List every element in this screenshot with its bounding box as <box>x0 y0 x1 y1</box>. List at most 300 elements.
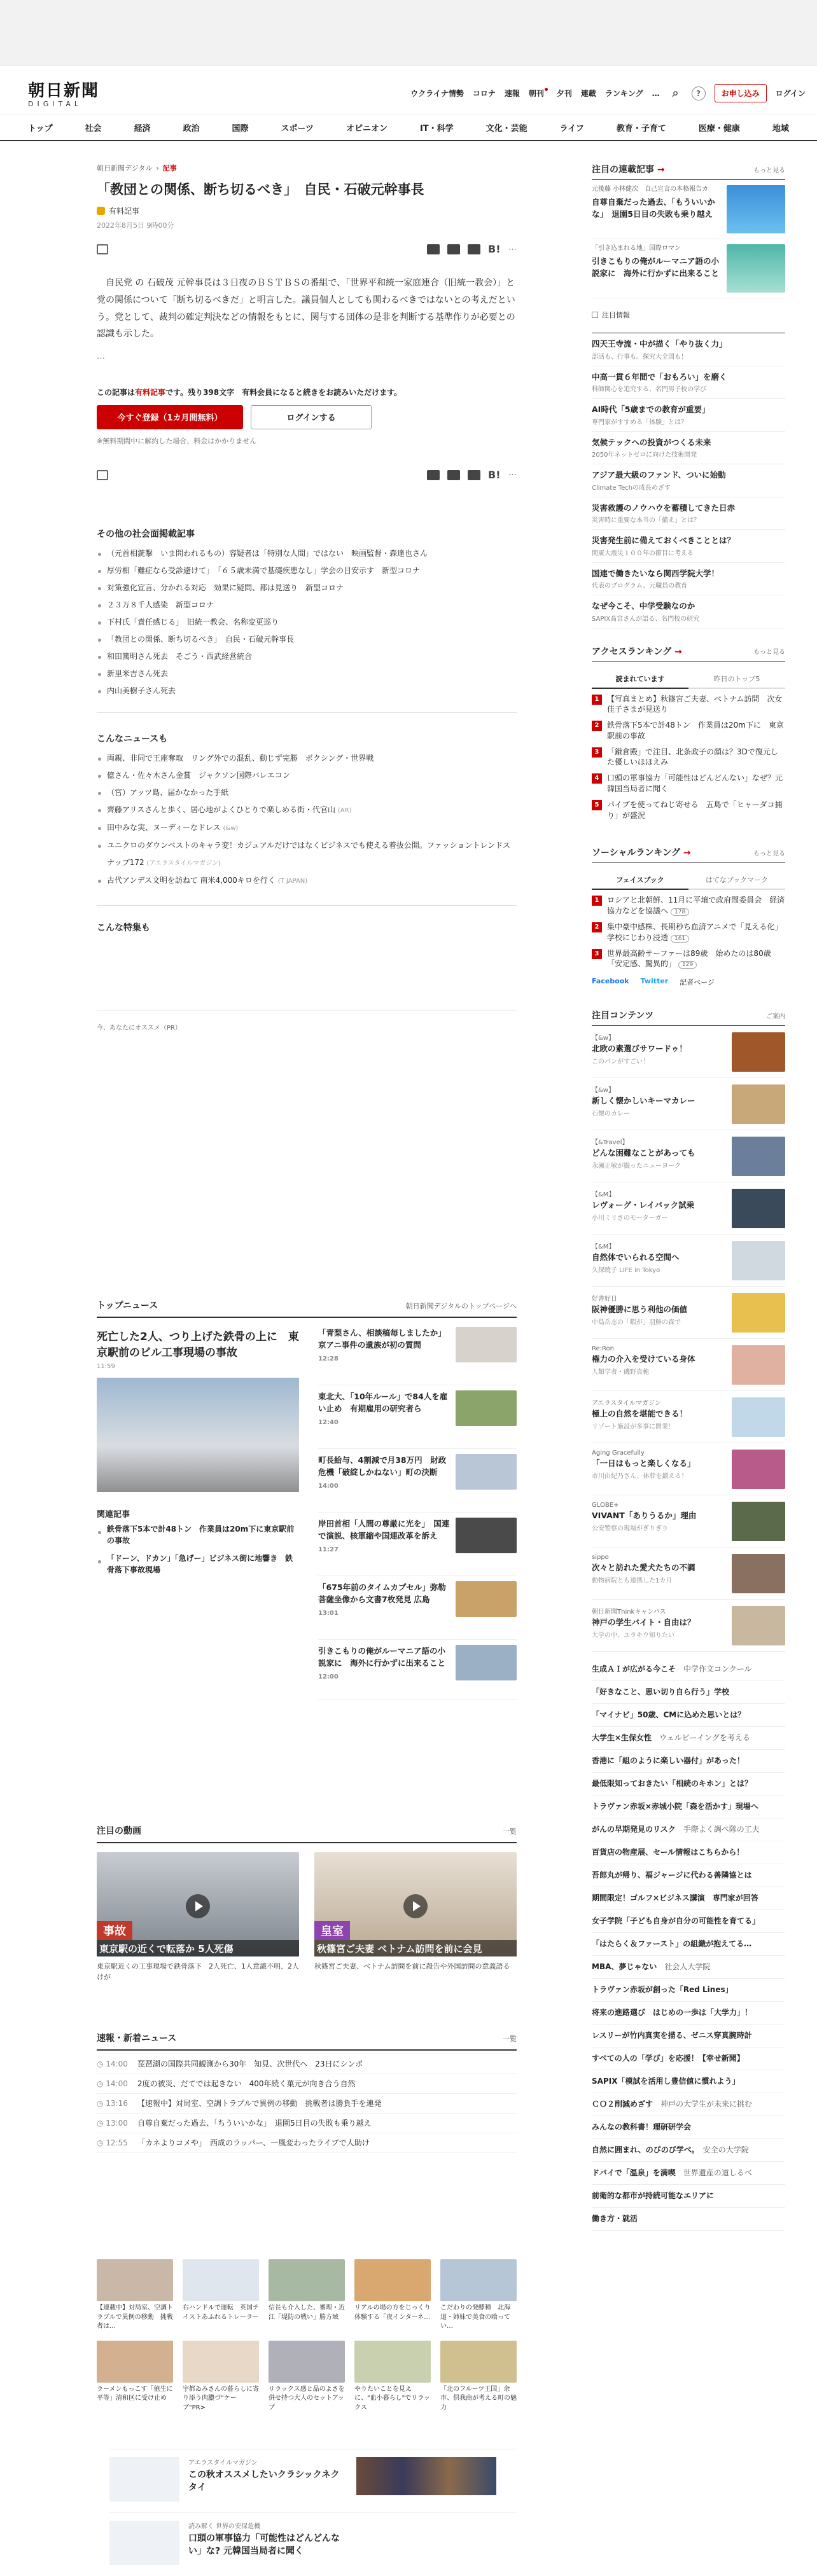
ranking-item[interactable] <box>592 694 785 716</box>
notice-label: 注目情報 <box>592 310 785 320</box>
promo-thumb <box>183 2259 259 2301</box>
serial-title: 注目の連載記事 → <box>592 165 665 175</box>
lead-time: 11:59 <box>97 1363 115 1371</box>
more-share-icon[interactable]: ⋯ <box>508 470 517 480</box>
related-item[interactable] <box>97 784 517 801</box>
crumb-home[interactable]: 朝日新聞デジタル <box>97 164 153 172</box>
promo-card[interactable] <box>354 2259 431 2332</box>
cat-life[interactable]: ライフ <box>559 123 584 134</box>
topic-item[interactable] <box>592 1979 785 2002</box>
top-page-link[interactable]: 朝日新聞デジタルのトップページへ <box>405 1302 517 1310</box>
content-source: 好書好日 <box>592 1296 617 1303</box>
content-text <box>592 1293 718 1332</box>
content-item[interactable] <box>592 1182 785 1235</box>
notice-sub: Climate Techの成長めざす <box>592 484 671 492</box>
topic-item[interactable] <box>592 2208 785 2231</box>
related-text: 億さん・佐々木さん金賞 ジャクソン国際バレエコン <box>107 770 290 780</box>
cat-education[interactable]: 教育・子育て <box>616 123 666 134</box>
promo-grid <box>97 2259 517 2413</box>
related-text: 田中みな実、ヌーディーなドレス <box>107 822 221 832</box>
notice-headline: アジア最大級のファンド、ついに始動 <box>592 470 726 480</box>
content-item[interactable] <box>592 1026 785 1078</box>
nav-breaking[interactable]: 速報 <box>504 89 520 98</box>
rank-text: 「鎌倉殿」で注目、北条政子の顔は？3Dで復元した優しいほほえみ <box>607 747 778 767</box>
breaking-item[interactable] <box>97 2074 517 2094</box>
video-tag: 事故 <box>97 1921 132 1940</box>
topic-item[interactable] <box>592 2070 785 2093</box>
content-item[interactable] <box>592 1235 785 1287</box>
content-more[interactable]: ご案内 <box>766 1013 785 1020</box>
promo-thumb <box>354 2341 431 2383</box>
sns-links <box>592 977 785 987</box>
subscribe-button[interactable]: お申し込み <box>715 84 767 102</box>
content-item[interactable] <box>592 1548 785 1600</box>
topic-title: 期間限定！ゴルフ×ビジネス講演 専門家が回答 <box>592 1894 758 1903</box>
breaking-item[interactable] <box>97 2114 517 2133</box>
breaking-more[interactable]: 一覧 <box>503 2035 517 2043</box>
social-text: 集中豪中感株、長期秒ち血済アニメで「見える化」 学校にじわり浸透 <box>607 922 786 942</box>
promo-text: 右ハンドルで運転 英国テイストあふれるトレーラー <box>183 2304 259 2321</box>
info-icon <box>592 312 598 318</box>
content-headline: どんな困難なことがあっても <box>592 1148 695 1158</box>
topic-item[interactable] <box>592 1841 785 1864</box>
cat-region[interactable]: 地域 <box>772 123 789 134</box>
arrow-icon: → <box>683 848 691 859</box>
topic-item[interactable] <box>592 1796 785 1818</box>
related-article[interactable]: 鉄骨落下5本で計48トン 作業員は20m下に東京駅前の事故 <box>97 1523 299 1546</box>
site-logo[interactable] <box>28 78 108 108</box>
tab-hatena[interactable]: はてなブックマーク <box>688 871 785 890</box>
content-thumb <box>732 1084 785 1124</box>
ranking-item[interactable] <box>592 747 785 768</box>
content-item[interactable] <box>592 1391 785 1443</box>
ranking-item[interactable] <box>592 800 785 821</box>
same-page-article[interactable]: 和田篤明さん死去 そごう・西武経営統合 <box>97 648 517 665</box>
rank-text: 【写真まとめ】秋篠宮ご夫妻、ベトナム訪問 次女佳子さまが見送り <box>607 694 783 714</box>
content-headline: レヴォーグ・レイバック試乗 <box>592 1200 695 1210</box>
serial-item[interactable] <box>592 239 785 298</box>
content-text <box>592 1502 718 1541</box>
share-row-top <box>97 242 517 257</box>
same-page-article[interactable]: （元首相銃撃 いま問われるもの）容疑者は「特別な人間」ではない 映画監督・森達也さん <box>97 545 517 562</box>
video-text: 秋篠宮ご夫妻、ベトナム訪問を前に殺告や外国訪問の意義語る <box>314 1962 510 1970</box>
related-item[interactable] <box>97 872 517 890</box>
sidebar <box>592 141 785 2231</box>
promo-card[interactable] <box>183 2341 259 2413</box>
top-news-title: トップニュース <box>97 1301 158 1311</box>
topic-item[interactable] <box>592 2162 785 2185</box>
content-text <box>592 1606 718 1645</box>
topic-title: 働き方・就活 <box>592 2214 638 2224</box>
promo-card[interactable] <box>183 2259 259 2332</box>
video-more[interactable]: 一覧 <box>503 1827 517 1836</box>
cat-opinion[interactable]: オピニオン <box>346 123 388 134</box>
cat-top[interactable]: トップ <box>28 123 53 134</box>
notice-item[interactable] <box>592 333 785 366</box>
topic-title: 「はたらく＆ファースト」の組織が抱えてる… <box>592 1939 752 1949</box>
content-thumb <box>732 1032 785 1072</box>
related-article[interactable]: 「ドーン、ドカン」「急げー」ビジネス街に地響き 鉄骨落下事故現場 <box>97 1553 299 1575</box>
breaking-item[interactable] <box>97 2133 517 2153</box>
topic-title: MBA、夢じゃない <box>592 1962 657 1972</box>
topic-title: 香港に「組のように楽しい器付」があった！ <box>592 1756 744 1766</box>
topic-item[interactable] <box>592 2025 785 2047</box>
new-dot-icon <box>545 88 548 91</box>
topic-title: 自然に囲まれ、のびのび学べ。 <box>592 2145 695 2155</box>
content-sub: 小川ミリさのモーターガー <box>592 1215 668 1222</box>
ad-list <box>109 2449 517 2576</box>
nav-ukraine[interactable]: ウクライナ情勢 <box>410 89 464 98</box>
top-news-item[interactable] <box>318 1449 517 1513</box>
topic-item[interactable] <box>592 1933 785 1956</box>
related-text: ユニクロのダウンベストのキャラ変！カジュアルだけではなくビジネスでも使える着抜公開。ファッショントレンドスナップ172 <box>107 840 511 867</box>
content-item[interactable] <box>592 1339 785 1391</box>
top-news-item[interactable] <box>318 1322 517 1385</box>
breaking-text: 2度の被災、だてでは起きない 400年続く菓元が向き合う自然 <box>137 2079 356 2088</box>
content-source: 朝日新聞Thinkキャンパス <box>592 1609 666 1616</box>
breaking-text: 「カネよりコメや」 西成のラッパー、一風変わったライブで人助け <box>137 2138 370 2147</box>
tab-most-read[interactable]: 読まれています <box>592 670 688 689</box>
notice-item[interactable] <box>592 530 785 563</box>
rank-number: 4 <box>592 773 602 784</box>
promo-text: こだわりの発酵種 北海道・姉妹で美食の喰ってい… <box>440 2304 510 2330</box>
content-sub: 久保暁子 LIFE in Tokyo <box>592 1267 660 1275</box>
share-icons <box>427 470 517 480</box>
notice-item[interactable] <box>592 595 785 628</box>
related-news <box>97 712 517 890</box>
topic-item[interactable] <box>592 2116 785 2139</box>
twitter-link[interactable]: Twitter <box>640 977 669 986</box>
rank-number: 2 <box>592 922 602 932</box>
top-news-headline: 岸田首相「人間の尊厳に光を」 国連で演説、核軍縮や国連改革を訴え <box>318 1519 450 1541</box>
top-news-item[interactable] <box>318 1576 517 1640</box>
notice-headline: 災害発生前に備えておくべきこととは？ <box>592 536 736 545</box>
login-button[interactable]: ログインする <box>251 405 372 429</box>
top-news-text <box>318 1390 450 1448</box>
hatena-icon[interactable]: B! <box>488 468 501 481</box>
breaking-time: ◷ 13:16 <box>97 2099 128 2108</box>
related-item[interactable] <box>97 767 517 784</box>
more-share-icon[interactable]: ⋯ <box>508 244 517 254</box>
content-item[interactable] <box>592 1130 785 1182</box>
video-card[interactable] <box>97 1852 299 1983</box>
ad-item[interactable] <box>109 2449 517 2512</box>
topic-title: 「好きなこと、思い切り自ら行う」学校 <box>592 1687 730 1697</box>
nav-evening[interactable]: 夕刊 <box>556 89 572 98</box>
social-more[interactable]: もっと見る <box>753 850 785 857</box>
promo-card[interactable] <box>269 2341 345 2413</box>
play-icon[interactable] <box>186 1894 210 1918</box>
content-source: 【&M】 <box>592 1243 615 1251</box>
cat-society[interactable]: 社会 <box>85 123 102 134</box>
notice-sub: 2050年ネットゼロに向けた技術開発 <box>592 452 697 459</box>
print-icon[interactable] <box>97 244 108 254</box>
promo-card[interactable] <box>97 2259 173 2332</box>
ad-text <box>188 2457 347 2505</box>
content-headline: 次々と訪れた愛犬たちの不調 <box>592 1563 695 1573</box>
same-page-article[interactable]: 「教団との関係、断ち切るべき」 自民・石破元幹事長 <box>97 631 517 648</box>
content-headline: 新しく懐かしいキーマカレー <box>592 1096 695 1106</box>
video-card[interactable] <box>314 1852 517 1983</box>
rank-number: 3 <box>592 949 602 959</box>
feature-section <box>97 905 517 934</box>
twitter-icon[interactable] <box>468 470 480 480</box>
facebook-link[interactable]: Facebook <box>592 977 629 986</box>
topic-item[interactable] <box>592 1704 785 1727</box>
cat-it-science[interactable]: IT・科学 <box>419 123 454 134</box>
content-headline: 神戸の学生バイト・自由は？ <box>592 1617 695 1628</box>
breaking-time: ◷ 14:00 <box>97 2060 128 2068</box>
register-button[interactable]: 今すぐ登録（1カ月間無料） <box>97 405 243 429</box>
paid-badge <box>97 205 517 216</box>
top-news-thumb <box>456 1581 517 1617</box>
twitter-icon[interactable] <box>468 244 480 254</box>
play-icon[interactable] <box>403 1894 428 1918</box>
login-link[interactable]: ログイン <box>775 89 806 98</box>
content-item[interactable] <box>592 1600 785 1652</box>
breaking-text: 琵琶湖の国際共同観測から30年 知見、次世代へ 23日にシンポ <box>137 2060 363 2068</box>
social-item[interactable] <box>592 922 785 943</box>
video-caption: 東京駅の近くで転落か 5人死傷 <box>97 1940 299 1956</box>
pr-label: 今、あなたにオススメ（PR） <box>97 1010 517 1032</box>
breaking-item[interactable] <box>97 2094 517 2114</box>
content-thumb <box>732 1502 785 1541</box>
content-source: 【&Travel】 <box>592 1139 629 1147</box>
lead-headline[interactable]: 死亡した2人、つり上げた鉄骨の上に 東京駅前のビル工事現場の事故 <box>97 1331 299 1359</box>
tab-facebook[interactable]: フェイスブック <box>592 871 688 890</box>
content-thumb <box>732 1397 785 1437</box>
nav-morning-label: 朝刊 <box>528 89 544 98</box>
content-sub: 中島岳志の「暇が」羽鮮の森で <box>592 1319 681 1327</box>
breaking-item[interactable] <box>97 2054 517 2074</box>
topic-item[interactable] <box>592 1956 785 1979</box>
content-thumb <box>732 1554 785 1593</box>
related-item[interactable] <box>97 801 517 819</box>
topic-item[interactable] <box>592 1658 785 1681</box>
ranking-item[interactable] <box>592 720 785 742</box>
notice-item[interactable] <box>592 432 785 465</box>
topic-item[interactable] <box>592 2002 785 2025</box>
content-text <box>592 1397 718 1436</box>
nav-serials[interactable]: 連載 <box>580 89 596 98</box>
cat-sports[interactable]: スポーツ <box>281 123 314 134</box>
notice-sub: SAPIX髙宮さんが語る、名門校の研究 <box>592 615 700 623</box>
content-source: アエラスタイルマガジン <box>592 1400 661 1408</box>
share-count: 129 <box>678 961 697 969</box>
related-text: （宮）アッツ島、届かなかった手紙 <box>107 787 229 797</box>
promo-text: 信長も介入した、審理・近江「堤防の戦い」勝方域 <box>269 2304 345 2321</box>
nav-corona[interactable]: コロナ <box>472 89 496 98</box>
reporter-link[interactable]: 記者ページ <box>680 978 715 987</box>
content-source: Aging Gracefully <box>592 1450 645 1457</box>
top-news-item[interactable] <box>318 1385 517 1449</box>
print-icon[interactable] <box>97 470 108 480</box>
notice-item[interactable] <box>592 464 785 497</box>
topic-item[interactable] <box>592 1681 785 1704</box>
same-page-articles <box>97 508 517 700</box>
related-articles <box>97 1523 299 1575</box>
tab-yesterday[interactable]: 昨日のトップ5 <box>688 670 785 689</box>
help-icon[interactable]: ? <box>692 87 706 100</box>
notice-item[interactable] <box>592 366 785 399</box>
arrow-icon: → <box>674 646 682 657</box>
social-item[interactable] <box>592 948 785 970</box>
cat-health[interactable]: 医療・健康 <box>698 123 740 134</box>
access-more[interactable]: もっと見る <box>753 649 785 656</box>
topic-item[interactable] <box>592 1864 785 1887</box>
content-sub: 人類学者・磯野真穂 <box>592 1369 649 1376</box>
paywall <box>97 387 517 446</box>
same-page-article[interactable]: 下村氏「責任感じる」 旧統一教会、名称変更巡り <box>97 614 517 631</box>
lead-photo[interactable] <box>97 1378 299 1492</box>
breaking-time: ◷ 13:00 <box>97 2119 128 2128</box>
lock-icon <box>97 207 105 215</box>
serial-meta: 元後藤 小林健次 自己宣言の本格報告カ <box>592 186 709 193</box>
content-thumb <box>732 1606 785 1645</box>
top-news-thumb <box>456 1390 517 1426</box>
serial-meta: 「引き込まれる地」国際ロマン <box>592 245 681 252</box>
mail-icon[interactable] <box>427 244 440 254</box>
video-thumb[interactable] <box>314 1852 517 1956</box>
ad-thumb <box>356 2457 496 2495</box>
more-icon[interactable]: … <box>652 88 660 98</box>
topic-item[interactable] <box>592 2093 785 2116</box>
ad-text <box>188 2521 347 2568</box>
top-news-thumb <box>456 1454 517 1490</box>
content-sub: 永瀬正敏が撮ったニューヨーク <box>592 1163 681 1170</box>
notice-item[interactable] <box>592 399 785 432</box>
hatena-icon[interactable]: B! <box>488 243 501 256</box>
topic-sub: 社会人大学院 <box>664 1962 711 1972</box>
nav-ranking[interactable]: ランキング <box>604 89 643 98</box>
serial-item[interactable] <box>592 180 785 239</box>
content-sub: 大学の中、ユラキウ知りたい <box>592 1632 674 1640</box>
topic-item[interactable] <box>592 1818 785 1841</box>
promo-card[interactable] <box>269 2259 345 2332</box>
topic-item[interactable] <box>592 1910 785 1933</box>
mail-icon[interactable] <box>427 470 440 480</box>
topic-sub: 世界遺産の道しるべ <box>683 2168 752 2178</box>
topic-title: 百貨店の物産展、セール情報はこちらから！ <box>592 1848 744 1857</box>
topic-item[interactable] <box>592 1727 785 1750</box>
content-thumb <box>732 1450 785 1489</box>
top-news <box>97 1299 517 1744</box>
related-item[interactable] <box>97 837 517 872</box>
breaking-time: ◷ 14:00 <box>97 2079 128 2088</box>
same-page-article[interactable]: 厚労相「難症なら受診避けて」 「６５歳未満で基礎疾患なし」学会の目安示す 新型コロナ <box>97 562 517 579</box>
serial-more[interactable]: もっと見る <box>753 167 785 174</box>
logo-sub: DIGITAL <box>28 100 83 108</box>
topic-item[interactable] <box>592 1773 785 1796</box>
article-ellipsis: … <box>97 351 105 361</box>
same-page-article[interactable]: 対策強化宣言、分かれる対応 効果に疑問、都は見送り 新型コロナ <box>97 579 517 597</box>
content-thumb <box>732 1345 785 1385</box>
cat-culture[interactable]: 文化・芸能 <box>485 123 527 134</box>
content-source: 【&w】 <box>592 1035 615 1042</box>
topic-item[interactable] <box>592 2139 785 2162</box>
cat-economy[interactable]: 経済 <box>134 123 151 134</box>
promo-thumb <box>97 2259 173 2301</box>
content-item[interactable] <box>592 1287 785 1339</box>
promo-thumb <box>269 2341 345 2383</box>
content-item[interactable] <box>592 1078 785 1130</box>
content-item[interactable] <box>592 1443 785 1495</box>
top-news-list <box>318 1322 517 1700</box>
content-headline: 「一日はもっと楽しくなる」 <box>592 1458 695 1469</box>
breaking-text: 自尊自棄だった過去、「ちういいかな」 退園5日目の失敗も乗り越え <box>137 2119 372 2128</box>
promo-thumb <box>440 2341 517 2383</box>
content-sub: 市川由紀乃さん、体幹を鍛える！ <box>592 1473 688 1481</box>
nav-morning[interactable] <box>529 88 548 99</box>
rank-number: 3 <box>592 747 602 758</box>
related-item[interactable] <box>97 750 517 767</box>
share-count: 178 <box>671 908 689 916</box>
same-page-article[interactable]: 新里米吉さん死去 <box>97 665 517 682</box>
cat-politics[interactable]: 政治 <box>183 123 200 134</box>
ad-logo <box>109 2457 179 2502</box>
content-text <box>592 1137 718 1175</box>
same-page-article[interactable]: ２３万８千人感染 新型コロナ <box>97 597 517 614</box>
rank-number: 1 <box>592 695 602 705</box>
search-icon[interactable]: ⌕ <box>672 87 679 100</box>
topic-title: みんなの教科書！理研研学会 <box>592 2122 692 2132</box>
related-item[interactable] <box>97 819 517 837</box>
content-sub: リゾート施設が多事に開業！ <box>592 1423 674 1431</box>
cat-international[interactable]: 国際 <box>232 123 249 134</box>
arrow-icon: → <box>657 165 665 175</box>
promo-card[interactable] <box>440 2341 517 2413</box>
topic-item[interactable] <box>592 1887 785 1910</box>
top-news-item[interactable] <box>318 1513 517 1576</box>
ad-item[interactable] <box>109 2512 517 2576</box>
related-articles-title: 関連記事 <box>97 1510 130 1520</box>
video-thumb[interactable] <box>97 1852 299 1956</box>
promo-thumb <box>97 2341 173 2383</box>
rank-number: 5 <box>592 800 602 810</box>
promo-card[interactable] <box>440 2259 517 2332</box>
promo-thumb <box>183 2341 259 2383</box>
promo-card[interactable] <box>354 2341 431 2413</box>
ranking-item[interactable] <box>592 773 785 794</box>
related-text: 古代アンデス文明を訪ねて 南米4,000キロを行く <box>107 875 276 885</box>
notice-item[interactable] <box>592 563 785 596</box>
promo-thumb <box>440 2259 517 2301</box>
facebook-icon[interactable] <box>447 244 460 254</box>
topic-item[interactable] <box>592 2185 785 2208</box>
facebook-icon[interactable] <box>447 470 460 480</box>
related-text: 両親、非同で王座奪取 リング外での混乱、動じず完勝 ボクシング・世界戦 <box>107 753 374 763</box>
topic-title: 女子学院「子ども自身が自分の可能性を育てる」 <box>592 1916 760 1926</box>
video-tag: 皇室 <box>314 1921 350 1940</box>
content-headline: 権力の介入を受けている身体 <box>592 1354 695 1364</box>
social-item[interactable] <box>592 895 785 917</box>
content-headline: 阪神優勝に思う利他の価値 <box>592 1305 688 1315</box>
notice-headline: 中高一貫６年間で「おもろい」を磨く <box>592 371 727 382</box>
notice-item[interactable] <box>592 497 785 530</box>
topic-sub: 中学作文コンクール <box>683 1665 752 1674</box>
topic-sub: 神戸の大学生が未来に挑む <box>660 2100 753 2109</box>
content-thumb <box>732 1241 785 1280</box>
topic-sub: 手際よく調べ隊の工夫 <box>683 1825 760 1834</box>
top-news-item[interactable] <box>318 1640 517 1700</box>
topic-item[interactable] <box>592 1750 785 1773</box>
same-page-article[interactable]: 内山美樹子さん死去 <box>97 682 517 700</box>
content-item[interactable] <box>592 1495 785 1548</box>
paid-label: 有料記事 <box>109 207 140 216</box>
top-news-text <box>318 1581 450 1639</box>
topic-item[interactable] <box>592 2047 785 2070</box>
promo-card[interactable] <box>97 2341 173 2413</box>
